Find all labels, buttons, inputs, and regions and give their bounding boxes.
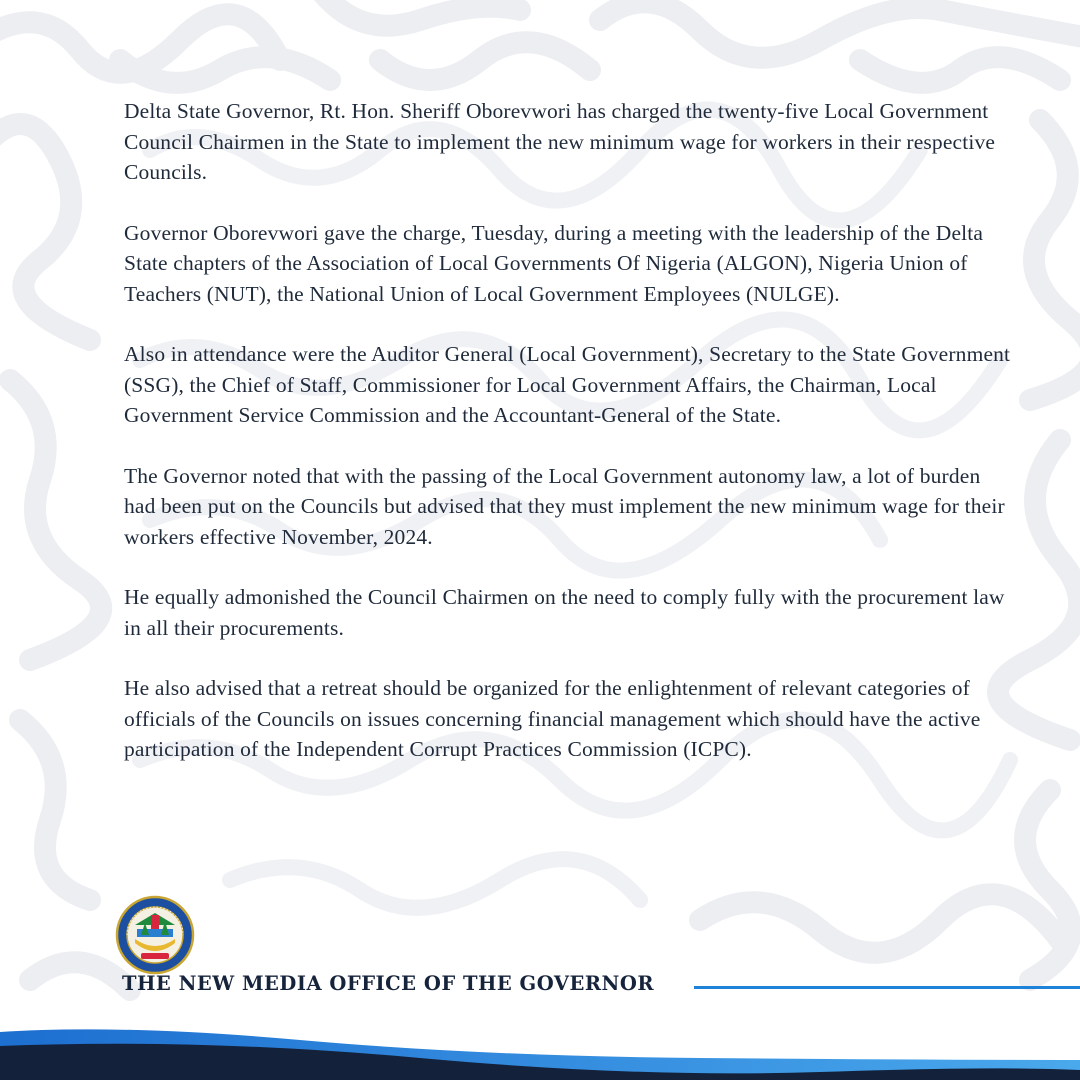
delta-state-seal-icon xyxy=(115,895,195,975)
article-paragraph: Also in attendance were the Auditor General (Local Government), Secretary to the State Government (SSG), the Chief of Staff, Commissioner for Local Government Affairs, the Chairman, Local Government Service Commission and the Accountant-General of the State. xyxy=(124,342,1011,427)
article-paragraph: He also advised that a retreat should be organized for the enlightenment of relevant categories of officials of the Councils on issues concerning financial management which should have the active participation of the Independent Corrupt Practices Commission (ICPC). xyxy=(124,676,981,761)
footer-office-title: THE NEW MEDIA OFFICE OF THE GOVERNOR xyxy=(122,972,655,995)
article-body xyxy=(124,96,1014,795)
footer-accent-line xyxy=(694,986,1080,989)
article-paragraph: Governor Oborevwori gave the charge, Tuesday, during a meeting with the leadership of the Delta State chapters of the Association of Local Governments Of Nigeria (ALGON), Nigeria Union of Teachers (NUT), the National Union of Local Government Employees (NULGE). xyxy=(124,220,984,306)
article-paragraph: The Governor noted that with the passing of the Local Government autonomy law, a lot of burden had been put on the Councils but advised that they must implement the new minimum wage for their workers effective November, 2024. xyxy=(124,463,1005,549)
article-paragraph: Delta State Governor, Rt. Hon. Sheriff Oborevwori has charged the twenty-five Local Government Council Chairmen in the State to implement the new minimum wage for workers in their respective Councils. xyxy=(124,99,996,184)
article-paragraph: He equally admonished the Council Chairmen on the need to comply fully with the procurement law in all their procurements. xyxy=(124,585,1005,640)
bottom-wave-decoration xyxy=(0,1018,1080,1080)
